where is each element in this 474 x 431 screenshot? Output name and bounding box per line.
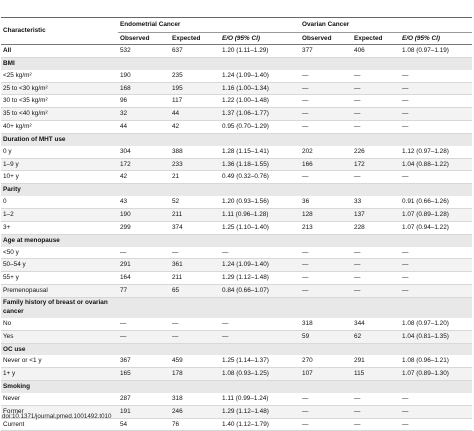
cell-ov-eo: — [400,82,472,95]
cell-endo-eo: 1.11 (0.96–1.28) [220,208,300,221]
cell-characteristic: 1+ y [1,368,118,381]
cell-characteristic: 1–9 y [1,158,118,171]
cell-endo-expected: 65 [170,285,220,298]
table-row [1,196,472,208]
cell-endo-observed: 367 [118,355,170,367]
cell-ov-expected: — [352,70,400,82]
cell-characteristic: 40+ kg/m² [1,121,118,134]
cell-characteristic: Premenopausal [1,285,118,298]
header-ovarian: Ovarian Cancer [300,18,472,33]
table-row [1,272,472,285]
cell-ov-expected: — [352,82,400,95]
table-row [1,355,472,367]
cell-ov-expected: — [352,121,400,134]
header-ov-eo: E/O (95% CI) [400,33,472,45]
cell-characteristic: 55+ y [1,272,118,285]
cell-ov-expected: 344 [352,318,400,330]
cell-endo-observed: — [118,330,170,343]
table-row [1,95,472,108]
cell-endo-eo: — [220,330,300,343]
cell-endo-eo: 1.22 (1.00–1.48) [220,95,300,108]
header-endo-expected: Expected [170,33,220,45]
table-row [1,171,472,184]
cell-ov-observed: — [300,272,352,285]
cell-endo-eo: 0.95 (0.70–1.29) [220,121,300,134]
cell-ov-expected: — [352,418,400,431]
cell-ov-observed: 128 [300,208,352,221]
cell-endo-expected: 44 [170,108,220,121]
cell-ov-expected: 115 [352,368,400,381]
cell-endo-expected: 117 [170,95,220,108]
cell-ov-expected: — [352,272,400,285]
cell-characteristic: All [1,45,118,58]
group-spacer-cell [220,297,300,318]
cell-ov-expected: — [352,95,400,108]
cell-ov-eo: 1.08 (0.97–1.19) [400,45,472,58]
cell-ov-observed: — [300,121,352,134]
cell-endo-expected: — [170,318,220,330]
cell-characteristic: 1–2 [1,208,118,221]
cell-ov-eo: — [400,393,472,405]
cell-endo-observed: 299 [118,221,170,234]
cell-characteristic: No [1,318,118,330]
cell-ov-eo: 1.07 (0.89–1.30) [400,368,472,381]
cell-endo-observed: 96 [118,95,170,108]
cell-ov-observed: — [300,285,352,298]
cell-endo-eo: 0.84 (0.66–1.07) [220,285,300,298]
cell-endo-eo: 1.20 (1.11–1.29) [220,45,300,58]
cell-endo-observed: 532 [118,45,170,58]
cell-ov-eo: — [400,171,472,184]
group-header-row [1,184,472,196]
cell-ov-expected: 33 [352,196,400,208]
group-label: Duration of MHT use [1,133,472,145]
cell-ov-observed: — [300,95,352,108]
cell-ov-observed: 202 [300,146,352,158]
table-row [1,146,472,158]
table-row [1,285,472,298]
cell-ov-eo: — [400,108,472,121]
cell-endo-observed: 44 [118,121,170,134]
header-endo-eo: E/O (95% CI) [220,33,300,45]
cell-ov-expected: — [352,405,400,418]
cell-ov-eo: 1.12 (0.97–1.28) [400,146,472,158]
source-doi: doi:10.1371/journal.pmed.1001492.t010 [2,413,112,420]
table-row [1,208,472,221]
cell-ov-observed: 59 [300,330,352,343]
group-spacer-cell [118,297,170,318]
cell-endo-observed: 291 [118,259,170,272]
table-body [1,18,472,431]
cell-endo-eo: 1.24 (1.09–1.40) [220,70,300,82]
cell-ov-eo: — [400,121,472,134]
cell-ov-expected: — [352,247,400,259]
group-label: BMI [1,57,472,69]
cell-endo-expected: 459 [170,355,220,367]
cell-ov-expected: 406 [352,45,400,58]
table-row [1,221,472,234]
cell-ov-eo: — [400,405,472,418]
cell-characteristic: <25 kg/m² [1,70,118,82]
results-table [1,18,472,431]
cell-endo-eo: 1.36 (1.18–1.55) [220,158,300,171]
group-header-row [1,133,472,145]
cell-ov-eo: 1.07 (0.94–1.22) [400,221,472,234]
cell-characteristic: Never [1,393,118,405]
cell-ov-observed: — [300,171,352,184]
cell-endo-eo: 1.24 (1.09–1.40) [220,259,300,272]
cell-ov-eo: — [400,247,472,259]
cell-endo-expected: 42 [170,121,220,134]
cell-ov-observed: — [300,247,352,259]
table-row [1,158,472,171]
cell-ov-observed: 213 [300,221,352,234]
cell-ov-expected: — [352,285,400,298]
table-row [1,247,472,259]
cell-ov-eo: 1.04 (0.81–1.35) [400,330,472,343]
cell-endo-eo: 1.25 (1.10–1.40) [220,221,300,234]
table-row [1,82,472,95]
cell-ov-observed: — [300,82,352,95]
cell-ov-eo: 1.04 (0.88–1.22) [400,158,472,171]
cell-ov-eo: 1.08 (0.97–1.20) [400,318,472,330]
cell-ov-eo: — [400,285,472,298]
cell-endo-observed: 32 [118,108,170,121]
cell-endo-expected: 178 [170,368,220,381]
cell-endo-observed: 54 [118,418,170,431]
cell-ov-eo: — [400,259,472,272]
cell-endo-observed: 164 [118,272,170,285]
group-spacer-cell [170,297,220,318]
group-label: Age at menopause [1,234,472,246]
cell-ov-eo: — [400,95,472,108]
cell-ov-observed: — [300,108,352,121]
cell-endo-observed: 191 [118,405,170,418]
cell-endo-expected: 374 [170,221,220,234]
table-row [1,45,472,58]
cell-ov-expected: 226 [352,146,400,158]
cell-ov-observed: 166 [300,158,352,171]
cell-endo-eo: — [220,318,300,330]
cell-endo-eo: 1.16 (1.00–1.34) [220,82,300,95]
cell-characteristic: Yes [1,330,118,343]
cell-endo-eo: 0.49 (0.32–0.76) [220,171,300,184]
cell-ov-expected: — [352,259,400,272]
cell-ov-eo: 1.07 (0.89–1.28) [400,208,472,221]
cell-characteristic: 0 [1,196,118,208]
group-spacer-cell [352,297,400,318]
cell-characteristic: Current [1,418,118,431]
group-spacer-cell [400,297,472,318]
cell-endo-expected: — [170,247,220,259]
cell-characteristic: Former [1,405,118,418]
cell-endo-expected: 76 [170,418,220,431]
cell-endo-observed: 190 [118,208,170,221]
group-header-row [1,297,472,318]
cell-endo-expected: 52 [170,196,220,208]
cell-endo-observed: 190 [118,70,170,82]
table-row [1,368,472,381]
cell-characteristic: 25 to <30 kg/m² [1,82,118,95]
cell-endo-eo: 1.40 (1.12–1.79) [220,418,300,431]
group-label: Parity [1,184,472,196]
cell-endo-expected: 246 [170,405,220,418]
table-row [1,108,472,121]
cell-endo-eo: 1.20 (0.93–1.56) [220,196,300,208]
group-label: Smoking [1,381,472,393]
cell-endo-expected: 21 [170,171,220,184]
cell-endo-expected: 637 [170,45,220,58]
cell-ov-eo: — [400,272,472,285]
table-row [1,330,472,343]
group-spacer-cell [300,297,352,318]
cell-endo-expected: 361 [170,259,220,272]
group-header-row [1,57,472,69]
table-row [1,121,472,134]
cell-endo-expected: 233 [170,158,220,171]
group-label: Family history of breast or ovarian cancer [1,297,118,318]
cell-ov-observed: — [300,259,352,272]
cell-ov-expected: — [352,108,400,121]
cell-ov-expected: 137 [352,208,400,221]
header-characteristic: Characteristic [1,18,118,45]
cell-ov-observed: — [300,418,352,431]
cell-endo-expected: 195 [170,82,220,95]
cell-ov-expected: 228 [352,221,400,234]
cell-ov-expected: 291 [352,355,400,367]
header-row-groups [1,18,472,33]
cell-endo-eo: — [220,247,300,259]
cell-endo-eo: 1.25 (1.14–1.37) [220,355,300,367]
cell-ov-expected: — [352,393,400,405]
cell-characteristic: 30 to <35 kg/m² [1,95,118,108]
cell-ov-observed: 36 [300,196,352,208]
cell-ov-observed: 107 [300,368,352,381]
cell-endo-observed: 43 [118,196,170,208]
cell-endo-eo: 1.11 (0.99–1.24) [220,393,300,405]
cell-ov-eo: — [400,418,472,431]
cell-endo-expected: 388 [170,146,220,158]
cell-characteristic: Never or <1 y [1,355,118,367]
cell-ov-expected: 172 [352,158,400,171]
header-endometrial: Endometrial Cancer [118,18,300,33]
cell-characteristic: 3+ [1,221,118,234]
cell-endo-eo: 1.28 (1.15–1.41) [220,146,300,158]
cell-ov-observed: 318 [300,318,352,330]
cell-characteristic: <50 y [1,247,118,259]
cell-endo-expected: — [170,330,220,343]
cell-endo-observed: 168 [118,82,170,95]
table-row [1,393,472,405]
cell-endo-observed: 287 [118,393,170,405]
cell-ov-observed: — [300,70,352,82]
header-ov-observed: Observed [300,33,352,45]
table-row [1,259,472,272]
table-row [1,70,472,82]
cell-characteristic: 0 y [1,146,118,158]
cell-ov-observed: — [300,405,352,418]
cell-endo-observed: 172 [118,158,170,171]
cell-endo-eo: 1.08 (0.93–1.25) [220,368,300,381]
cell-ov-observed: 377 [300,45,352,58]
cell-endo-expected: 235 [170,70,220,82]
cell-ov-observed: — [300,393,352,405]
cell-endo-eo: 1.29 (1.12–1.48) [220,272,300,285]
cell-endo-expected: 318 [170,393,220,405]
cell-ov-observed: 270 [300,355,352,367]
header-endo-observed: Observed [118,33,170,45]
cell-endo-observed: — [118,318,170,330]
cell-ov-eo: 1.08 (0.96–1.21) [400,355,472,367]
cell-ov-eo: — [400,70,472,82]
group-header-row [1,381,472,393]
cell-ov-expected: — [352,171,400,184]
cell-characteristic: 50–54 y [1,259,118,272]
cell-characteristic: 10+ y [1,171,118,184]
group-label: OC use [1,343,472,355]
group-header-row [1,234,472,246]
group-header-row [1,343,472,355]
cell-endo-observed: 42 [118,171,170,184]
table-row [1,318,472,330]
cell-endo-observed: 165 [118,368,170,381]
cell-endo-observed: — [118,247,170,259]
cell-endo-expected: 211 [170,208,220,221]
cell-endo-observed: 304 [118,146,170,158]
cell-ov-eo: 0.91 (0.66–1.26) [400,196,472,208]
header-ov-expected: Expected [352,33,400,45]
cell-endo-observed: 77 [118,285,170,298]
cell-characteristic: 35 to <40 kg/m² [1,108,118,121]
cell-endo-expected: 211 [170,272,220,285]
cell-endo-eo: 1.37 (1.06–1.77) [220,108,300,121]
cell-endo-eo: 1.29 (1.12–1.48) [220,405,300,418]
cell-ov-expected: 62 [352,330,400,343]
